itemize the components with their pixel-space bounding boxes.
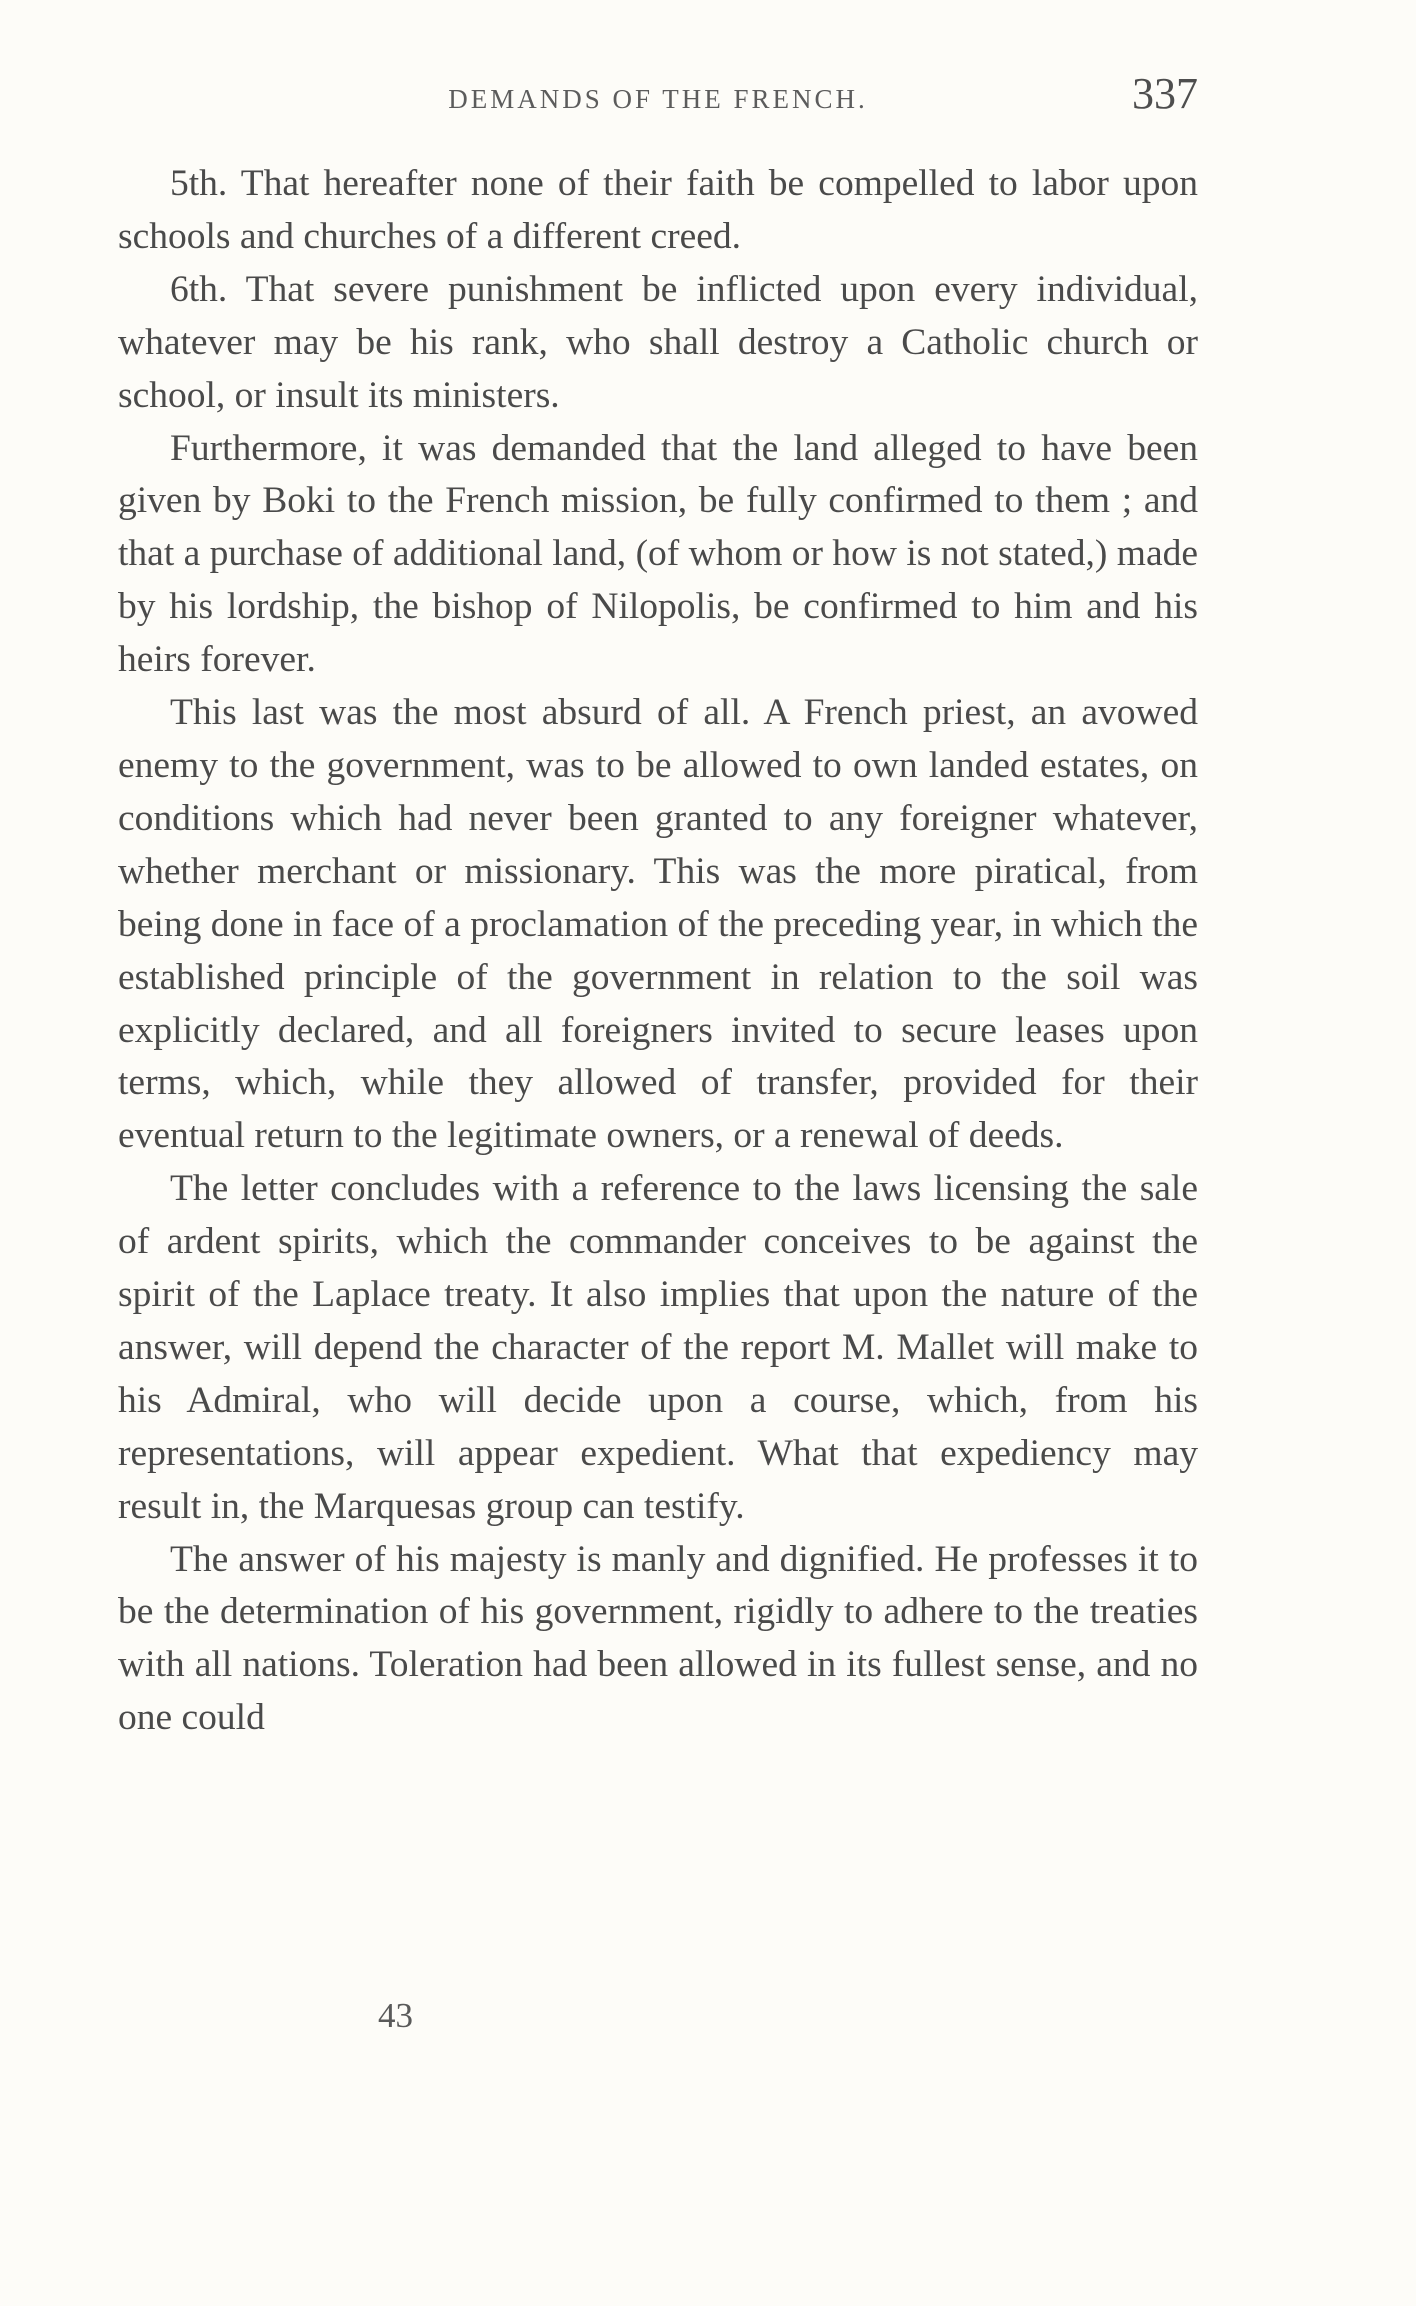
paragraph: This last was the most absurd of all. A French priest, an avowed enemy to the government, was to be allowed to own landed estates, on conditions which had never been granted to any foreigner whatever, whether merchant or missionary. This was the more piratical, from being done in face of a proclamation of the preceding year, in which the established principle of the government in relation to the soil was explicitly declared, and all foreigners invited to secure leases upon terms, which, while they allowed of transfer, provided for their eventual return to the legitimate owners, or a renewal of deeds. [118, 692, 1198, 1157]
page-number: 337 [1132, 69, 1198, 118]
running-head: DEMANDS OF THE FRENCH. [448, 84, 868, 114]
signature-mark: 43 [378, 1996, 413, 2035]
page-header [118, 62, 1198, 122]
paragraph: 6th. That severe punishment be inflicted upon every individual, whatever may be his rank, who shall destroy a Catholic church or school, or insult its ministers. [118, 268, 1198, 416]
paragraph: The letter concludes with a reference to the laws licensing the sale of ardent spirits, which the commander conceives to be against the spirit of the Laplace treaty. It also implies that upon the nature of the answer, will depend the character of the report M. Mallet will make to his Admiral, who will decide upon a course, which, from his representations, will appear expedient. What that expediency may result in, the Marquesas group can testify. [118, 1168, 1198, 1527]
paragraph: 5th. That hereafter none of their faith be compelled to labor upon schools and churches of a different creed. [118, 163, 1198, 257]
paragraph: The answer of his majesty is manly and dignified. He professes it to be the determination of his government, rigidly to adhere to the treaties with all nations. Toleration had been allowed in its fullest sense, and no one could [118, 1538, 1198, 1739]
paragraph: Furthermore, it was demanded that the land alleged to have been given by Boki to the French mission, be fully confirmed to them ; and that a purchase of additional land, (of whom or how is not stated,) made by his lordship, the bishop of Nilopolis, be confirmed to him and his heirs forever. [118, 427, 1198, 681]
body-text [118, 158, 1198, 1745]
